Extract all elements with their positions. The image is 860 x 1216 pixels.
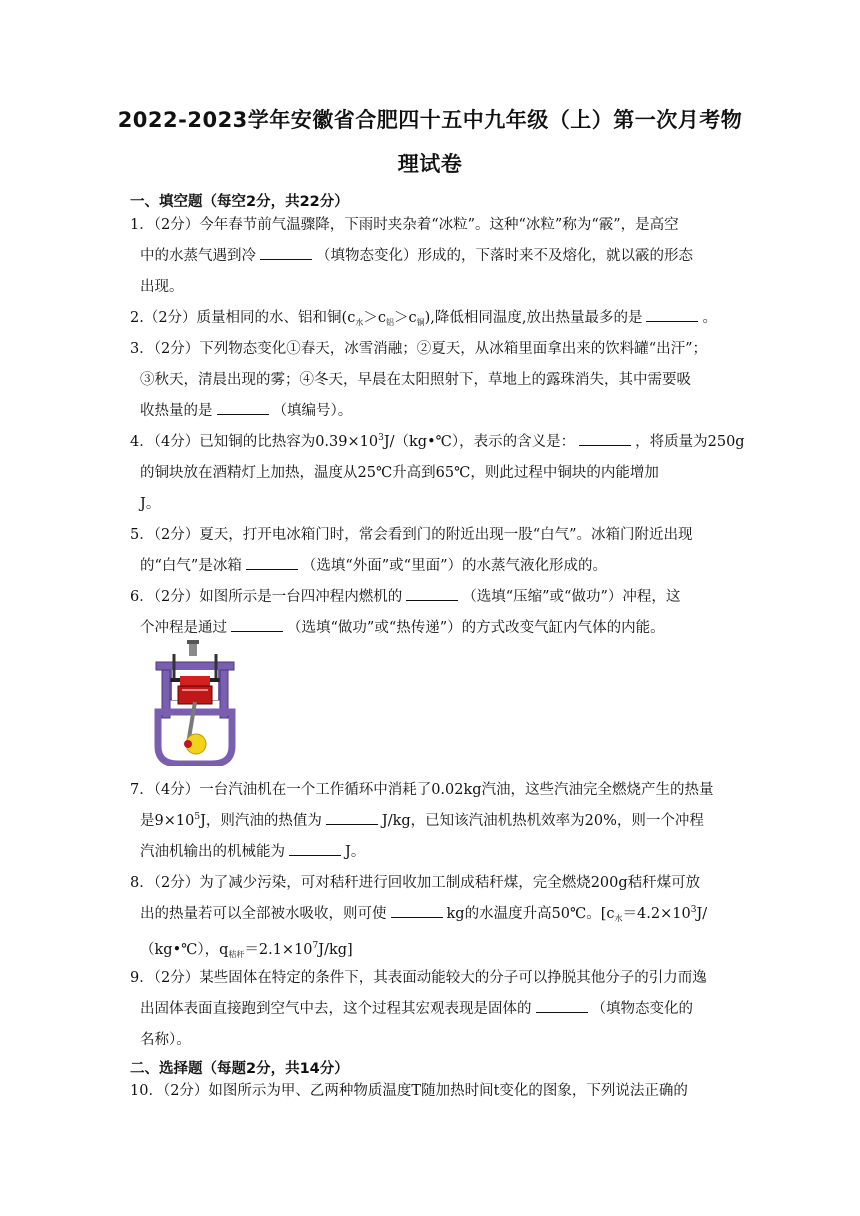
q7-text-c: J/kg，已知该汽油机热机效率为20%，则一个冲程: [381, 813, 704, 829]
q6-text-c: 个冲程是通过: [140, 620, 227, 636]
q7-text-b: J，则汽油的热值为: [200, 813, 322, 829]
q6-text-a: 6．（2分）如图所示是一台四冲程内燃机的: [130, 589, 403, 605]
question-2: [130, 303, 730, 334]
q7-sup: 5: [194, 812, 201, 822]
exam-title-line1: 2022-2023学年安徽省合肥四十五中九年级（上）第一次月考物: [117, 108, 743, 132]
q1-line3: 出现。: [140, 279, 184, 295]
q2-text-d: ),降低相同温度,放出热量最多的是: [424, 310, 643, 326]
question-10: [130, 1076, 730, 1107]
q1-text-b: （填物态变化）形成的，下落时来不及熔化，就以霰的形态: [316, 248, 693, 264]
q2-text-c: ＞c: [393, 310, 417, 326]
section-fill-in-blank: 一、填空题（每空2分，共22分）: [130, 194, 349, 210]
section-multiple-choice: 二、选择题（每题2分，共14分）: [130, 1061, 349, 1077]
q3-line1: 3．（2分）下列物态变化①春天，冰雪消融；②夏天，从冰箱里面拿出来的饮料罐“出汗”；: [130, 341, 708, 357]
question-4: [130, 427, 745, 520]
answer-blank[interactable]: [391, 903, 443, 918]
q3-text-a: 收热量的是: [140, 403, 213, 419]
q9-line1: 9．（2分）某些固体在特定的条件下，其表面动能较大的分子可以挣脱其他分子的引力而逸: [130, 970, 707, 986]
q1-line1: 1．（2分）今年春节前气温骤降，下雨时夹杂着“冰粒”。这种“冰粒”称为“霰”，是高空: [130, 217, 679, 233]
q7-text-d: 汽油机输出的机械能为: [140, 844, 285, 860]
q8-text-c: ＝4.2×10: [622, 906, 691, 922]
q5-line1: 5．（2分）夏天，打开电冰箱门时，常会看到门的附近出现一股“白气”。冰箱门附近出现: [130, 527, 693, 543]
answer-blank[interactable]: [289, 841, 341, 856]
q9-line3: 名称）。: [140, 1032, 191, 1048]
q2-text-e: 。: [702, 310, 717, 326]
q9-text-a: 出固体表面直接跑到空气中去，这个过程其宏观表现是固体的: [140, 1001, 532, 1017]
q8-text-d: J/: [696, 906, 708, 922]
q4-text-b: J/（kg•℃），表示的含义是：: [383, 434, 576, 450]
question-3: [130, 334, 730, 427]
q2-sub-aluminum: 铝: [385, 318, 394, 327]
four-stroke-engine-figure: [152, 640, 238, 766]
combustion-gas: [180, 676, 210, 686]
q2-text-b: ＞c: [363, 310, 386, 326]
answer-blank[interactable]: [536, 998, 588, 1013]
answer-blank[interactable]: [246, 555, 298, 570]
q2-text-a: 2.（2分）质量相同的水、铝和铜(c: [130, 310, 356, 326]
question-7: [130, 775, 730, 868]
q8-text-e: （kg•℃），q: [140, 942, 229, 958]
spark-plug: [189, 642, 197, 656]
q9-text-b: （填物态变化的: [591, 1001, 693, 1017]
q8-sup-b: 7: [312, 941, 319, 951]
q2-sub-water: 水: [355, 318, 364, 327]
q3-text-b: （填编号）。: [272, 403, 353, 419]
q4-text-a: 4．（4分）已知铜的比热容为0.39×10: [130, 434, 379, 450]
answer-blank[interactable]: [260, 245, 312, 260]
q8-text-b: kg的水温度升高50℃。[c: [446, 906, 615, 922]
q8-sub-straw: 秸秆: [228, 950, 245, 959]
q5-text-a: 的“白气”是冰箱: [140, 558, 242, 574]
question-5: [130, 520, 730, 582]
q8-text-a: 出的热量若可以全部被水吸收，则可使: [140, 906, 387, 922]
q2-sub-copper: 铜: [416, 318, 425, 327]
q8-text-g: J/kg]: [318, 942, 353, 958]
q6-text-d: （选填“做功”或“热传递”）的方式改变气缸内气体的内能。: [287, 620, 665, 636]
question-1: [130, 210, 730, 303]
q4-line2: 的铜块放在酒精灯上加热，温度从25℃升高到65℃，则此过程中铜块的内能增加: [140, 465, 659, 481]
answer-blank[interactable]: [231, 617, 283, 632]
q7-text-a: 是9×10: [140, 813, 195, 829]
answer-blank[interactable]: [579, 431, 631, 446]
q7-text-e: J。: [345, 844, 366, 860]
answer-blank[interactable]: [646, 307, 698, 322]
q4-sup: 3: [378, 433, 384, 443]
q10-line1: 10．（2分）如图所示为甲、乙两种物质温度T随加热时间t变化的图象，下列说法正确的: [130, 1083, 688, 1099]
question-9: [130, 963, 730, 1056]
question-8: [130, 868, 730, 964]
q4-line3: J。: [140, 496, 161, 512]
exam-title-line2: 理试卷: [397, 152, 463, 176]
q6-text-b: （选填“压缩”或“做功”）冲程，这: [462, 589, 681, 605]
q4-text-c: ，将质量为250g: [635, 434, 745, 450]
q5-text-b: （选填“外面”或“里面”）的水蒸气液化形成的。: [301, 558, 607, 574]
q8-sup-a: 3: [690, 905, 697, 915]
q7-line1: 7．（4分）一台汽油机在一个工作循环中消耗了0.02kg汽油，这些汽油完全燃烧产生的热量: [130, 782, 714, 798]
q8-line1: 8．（2分）为了减少污染，可对秸秆进行回收加工制成秸秆煤，完全燃烧200g秸秆煤可放: [130, 875, 701, 891]
q8-text-f: ＝2.1×10: [244, 942, 313, 958]
question-6: [130, 582, 730, 644]
answer-blank[interactable]: [326, 810, 378, 825]
q1-text-a: 中的水蒸气遇到冷: [140, 248, 256, 264]
q3-line2: ③秋天，清晨出现的雾；④冬天，早晨在太阳照射下，草地上的露珠消失，其中需要吸: [140, 372, 691, 388]
piston: [178, 686, 212, 704]
q8-sub-water: 水: [614, 914, 623, 923]
answer-blank[interactable]: [217, 400, 269, 415]
answer-blank[interactable]: [406, 586, 458, 601]
